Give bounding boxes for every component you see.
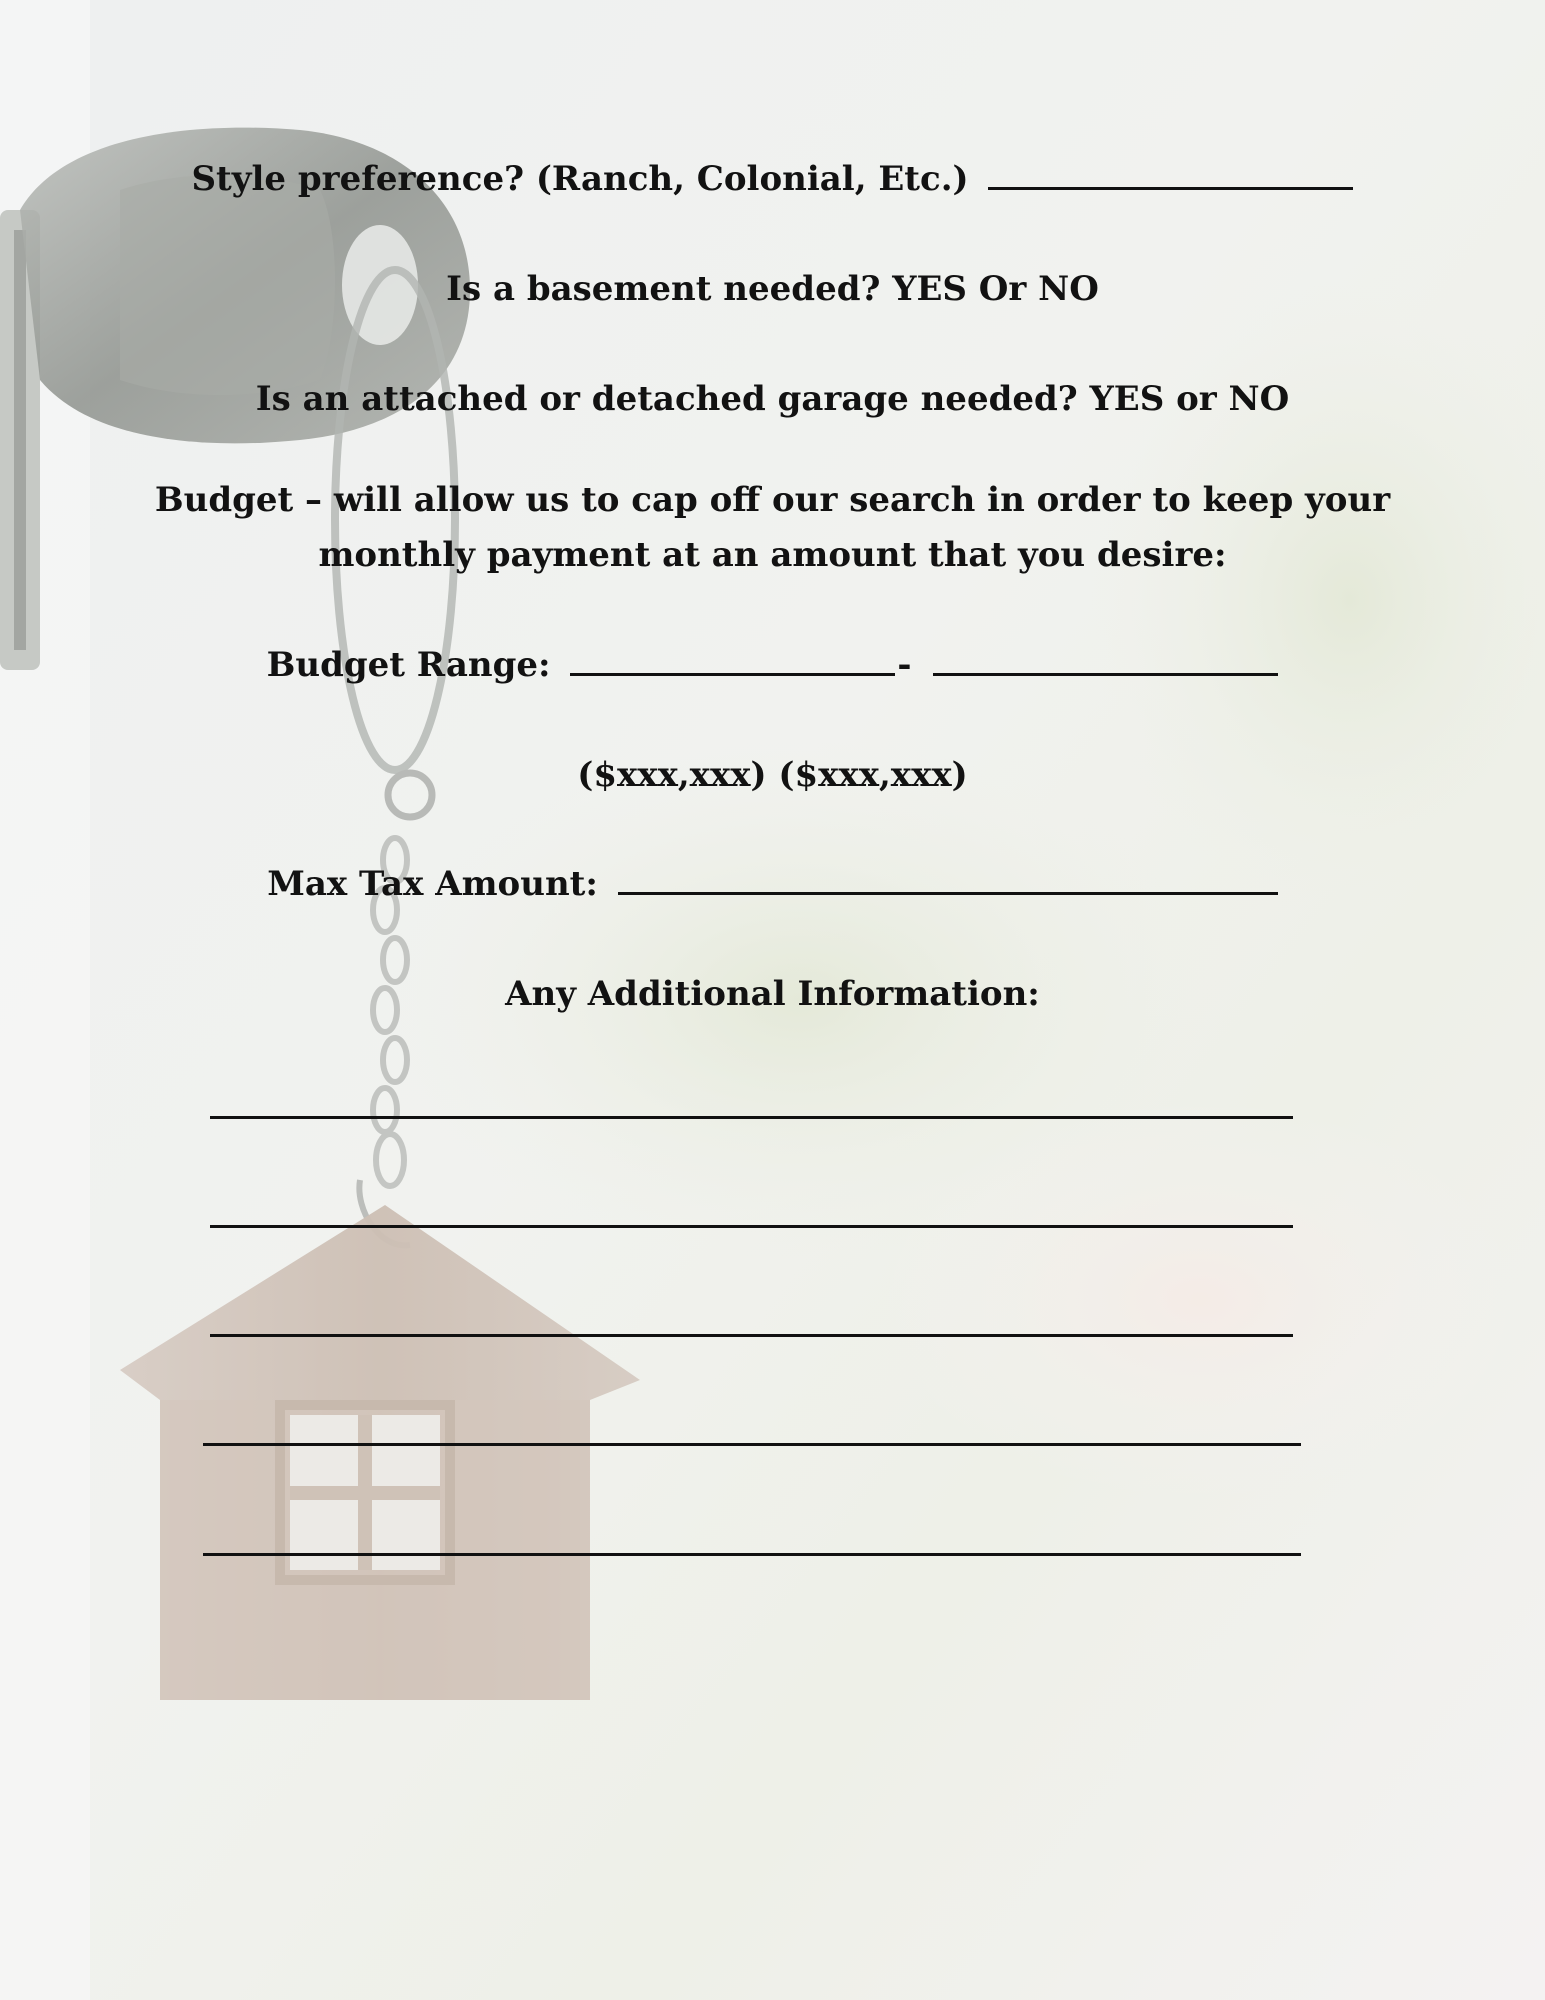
style-preference-blank[interactable] [988, 157, 1353, 190]
budget-range-format-hint: ($xxx,xxx) ($xxx,xxx) [577, 755, 968, 795]
garage-row [0, 372, 1545, 426]
budget-range-min-blank[interactable] [570, 643, 895, 676]
budget-range-label: Budget Range: [266, 645, 551, 685]
additional-info-line[interactable] [203, 1553, 1301, 1556]
additional-info-line[interactable] [203, 1443, 1301, 1446]
basement-options[interactable]: YES Or NO [892, 269, 1099, 309]
max-tax-blank[interactable] [618, 862, 1278, 895]
additional-info-line[interactable] [210, 1334, 1293, 1337]
basement-question: Is a basement needed? [446, 269, 881, 309]
garage-options[interactable]: YES or NO [1089, 379, 1290, 419]
style-preference-label: Style preference? (Ranch, Colonial, Etc.) [191, 159, 969, 199]
style-preference-row [0, 152, 1545, 206]
max-tax-label: Max Tax Amount: [267, 864, 598, 904]
budget-range-row [0, 638, 1545, 692]
budget-range-max-blank[interactable] [933, 643, 1278, 676]
budget-range-separator: - [897, 645, 912, 685]
budget-intro-line-1: Budget – will allow us to cap off our search in order to keep your [154, 480, 1391, 520]
max-tax-row [0, 857, 1545, 911]
basement-row [0, 262, 1545, 316]
budget-intro-line-2: monthly payment at an amount that you desire: [318, 535, 1227, 575]
additional-info-label: Any Additional Information: [505, 974, 1040, 1014]
additional-info-line[interactable] [210, 1116, 1293, 1119]
garage-question: Is an attached or detached garage needed? [255, 379, 1078, 419]
additional-info-line[interactable] [210, 1225, 1293, 1228]
